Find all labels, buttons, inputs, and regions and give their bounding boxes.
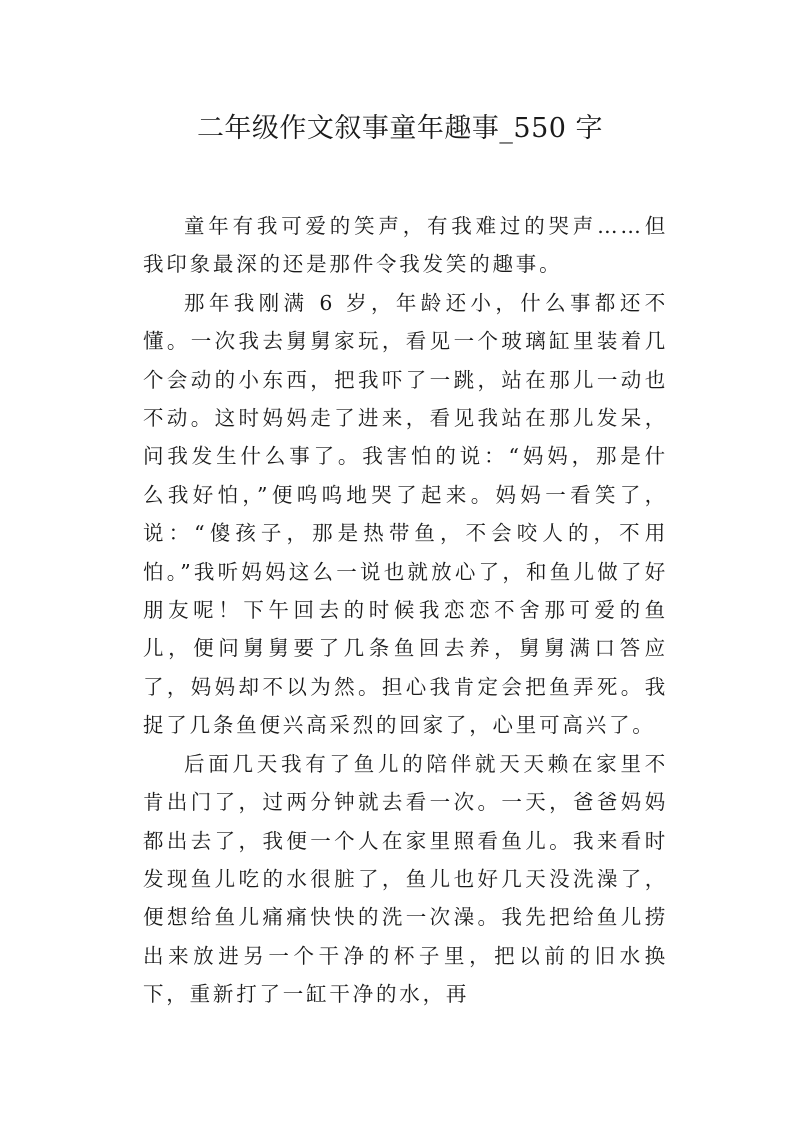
paragraph-2: 那年我刚满 6 岁，年龄还小，什么事都还不懂。一次我去舅舅家玩，看见一个玻璃缸里装着几个会动的小东西，把我吓了一跳，站在那儿一动也不动。这时妈妈走了进来，看见我站在那儿发呆，问我发生什么事了。我害怕的说：“妈妈，那是什么我好怕，”便呜呜地哭了起来。妈妈一看笑了，说：“傻孩子，那是热带鱼，不会咬人的，不用怕。”我听妈妈这么一说也就放心了，和鱼儿做了好朋友呢！下午回去的时候我恋恋不舍那可爱的鱼儿，便问舅舅要了几条鱼回去养，舅舅满口答应了，妈妈却不以为然。担心我肯定会把鱼弄死。我捉了几条鱼便兴高采烈的回家了，心里可高兴了。 (143, 290, 668, 738)
paragraph-1: 童年有我可爱的笑声，有我难过的哭声……但我印象最深的还是那件令我发笑的趣事。 (143, 214, 668, 277)
paragraph-3: 后面几天我有了鱼儿的陪伴就天天赖在家里不肯出门了，过两分钟就去看一次。一天，爸爸妈妈都出去了，我便一个人在家里照看鱼儿。我来看时发现鱼儿吃的水很脏了，鱼儿也好几天没洗澡了，便想给鱼儿痛痛快快的洗一次澡。我先把给鱼儿捞出来放进另一个干净的杯子里，把以前的旧水换下，重新打了一缸干净的水，再 (143, 751, 668, 1007)
document-title: 二年级作文叙事童年趣事_550 字 (196, 113, 604, 144)
document-body (143, 207, 668, 1014)
